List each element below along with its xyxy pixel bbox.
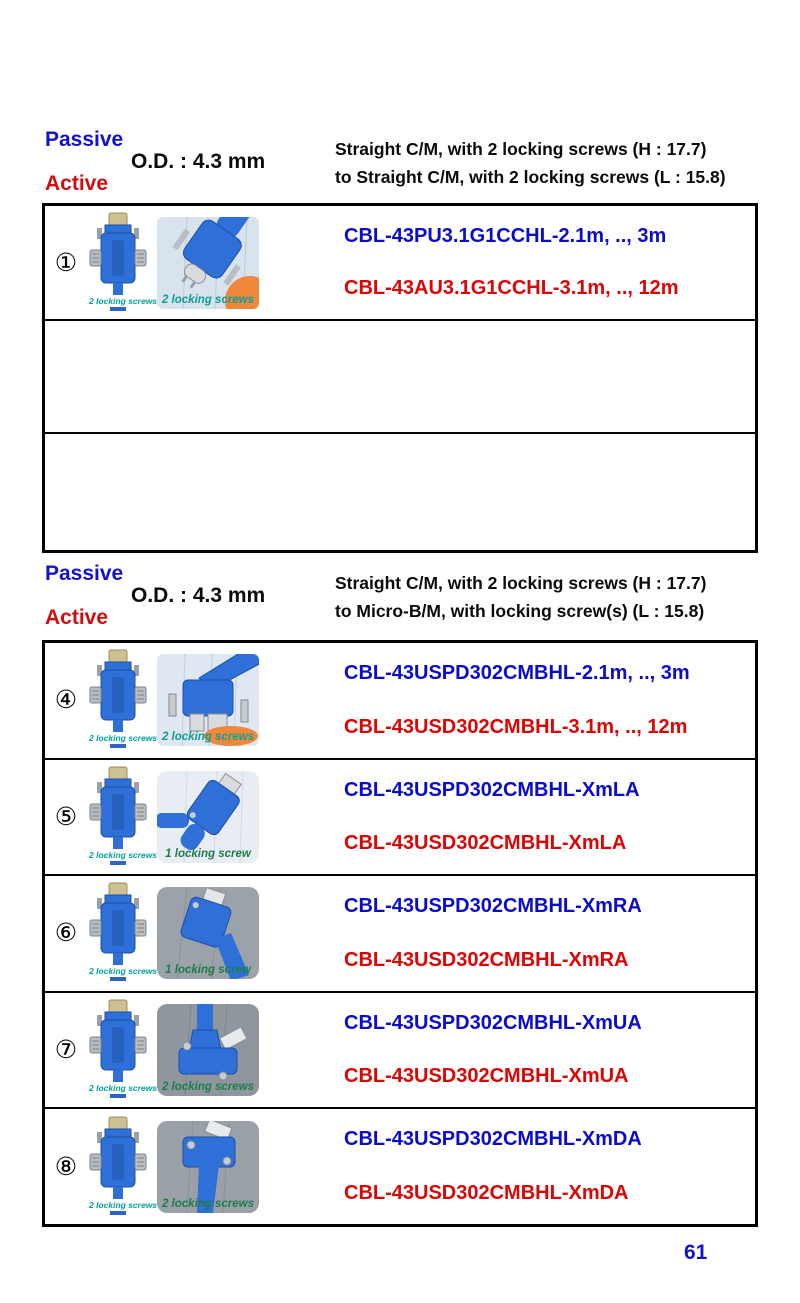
part-numbers bbox=[259, 876, 755, 991]
passive-part-number: CBL-43USPD302CMBHL-2.1m, .., 3m bbox=[344, 662, 690, 684]
description-line2: to Micro-B/M, with locking screw(s) (L : 15.8) bbox=[335, 601, 705, 621]
active-part-number: CBL-43USD302CMBHL-XmDA bbox=[344, 1181, 629, 1204]
table-row-empty bbox=[45, 321, 755, 434]
row-number: ⑧ bbox=[54, 1152, 78, 1181]
row-number: ⑦ bbox=[54, 1036, 78, 1065]
description-line1: Straight C/M, with 2 locking screws (H : 17.7) bbox=[335, 573, 707, 593]
cable-end-photo bbox=[157, 887, 259, 979]
passive-label: Passive bbox=[45, 562, 124, 585]
row-number: ④ bbox=[54, 686, 78, 715]
table-row bbox=[45, 760, 755, 877]
usb-c-connector-photo bbox=[89, 211, 158, 315]
section2-header bbox=[45, 562, 758, 634]
row-number: ⑥ bbox=[54, 919, 78, 948]
cable-end-photo bbox=[157, 217, 259, 309]
left-image-caption: 2 locking screws bbox=[89, 849, 158, 860]
section2-description bbox=[335, 569, 706, 625]
table-row bbox=[45, 206, 755, 321]
description-line1: Straight C/M, with 2 locking screws (H : 17.7) bbox=[335, 139, 707, 159]
passive-part-number: CBL-43USPD302CMBHL-XmRA bbox=[344, 895, 642, 918]
right-image-caption: 2 locking screws bbox=[161, 731, 255, 744]
table-row-empty bbox=[45, 434, 755, 550]
usb-c-connector-photo bbox=[89, 1115, 158, 1219]
left-image-caption: 2 locking screws bbox=[89, 1199, 158, 1210]
active-part-number: CBL-43USD302CMBHL-XmUA bbox=[344, 1065, 629, 1088]
active-part-number: CBL-43USD302CMBHL-XmLA bbox=[344, 832, 627, 855]
part-numbers bbox=[259, 643, 755, 758]
cable-end-photo bbox=[157, 1121, 259, 1213]
passive-part-number: CBL-43USPD302CMBHL-XmUA bbox=[344, 1011, 642, 1034]
row-number: ① bbox=[54, 248, 78, 277]
part-numbers bbox=[259, 1109, 755, 1224]
left-image-caption: 2 locking screws bbox=[89, 733, 158, 744]
usb-c-connector-photo bbox=[89, 998, 158, 1102]
table-row bbox=[45, 993, 755, 1110]
page-number: 61 bbox=[684, 1241, 708, 1264]
table-row bbox=[45, 876, 755, 993]
right-image-caption: 1 locking screw bbox=[165, 847, 251, 860]
cable-end-photo bbox=[157, 1004, 259, 1096]
left-image-caption: 2 locking screws bbox=[89, 1083, 158, 1094]
left-image-caption: 2 locking screws bbox=[89, 295, 158, 306]
right-image-caption: 2 locking screws bbox=[161, 1081, 255, 1094]
outer-diameter-label: O.D. : 4.3 mm bbox=[131, 584, 266, 607]
outer-diameter-label: O.D. : 4.3 mm bbox=[131, 150, 266, 173]
section1-description bbox=[335, 135, 726, 191]
right-image-caption: 2 locking screws bbox=[161, 293, 255, 306]
part-numbers bbox=[259, 760, 755, 875]
active-label: Active bbox=[45, 606, 109, 629]
product-table-1 bbox=[42, 203, 758, 553]
passive-label: Passive bbox=[45, 128, 124, 151]
product-table-2 bbox=[42, 640, 758, 1227]
cable-end-photo bbox=[157, 654, 259, 746]
active-part-number: CBL-43AU3.1G1CCHL-3.1m, .., 12m bbox=[344, 277, 679, 299]
part-numbers bbox=[259, 206, 755, 319]
usb-c-connector-photo bbox=[89, 648, 158, 752]
part-numbers bbox=[259, 993, 755, 1108]
right-image-caption: 2 locking screws bbox=[161, 1197, 255, 1210]
table-row bbox=[45, 1109, 755, 1224]
description-line2: to Straight C/M, with 2 locking screws (L : 15.8) bbox=[335, 167, 726, 187]
passive-part-number: CBL-43USPD302CMBHL-XmDA bbox=[344, 1128, 642, 1151]
table-row bbox=[45, 643, 755, 760]
row-number: ⑤ bbox=[54, 802, 78, 831]
usb-c-connector-photo bbox=[89, 765, 158, 869]
section1-header bbox=[45, 128, 758, 200]
left-image-caption: 2 locking screws bbox=[89, 966, 158, 977]
cable-end-photo bbox=[157, 771, 259, 863]
active-label: Active bbox=[45, 172, 109, 195]
passive-part-number: CBL-43PU3.1G1CCHL-2.1m, .., 3m bbox=[344, 225, 667, 247]
passive-part-number: CBL-43USPD302CMBHL-XmLA bbox=[344, 778, 640, 801]
active-part-number: CBL-43USD302CMBHL-3.1m, .., 12m bbox=[344, 715, 688, 738]
active-part-number: CBL-43USD302CMBHL-XmRA bbox=[344, 948, 629, 971]
right-image-caption: 1 locking screw bbox=[165, 964, 251, 977]
usb-c-connector-photo bbox=[89, 881, 158, 985]
